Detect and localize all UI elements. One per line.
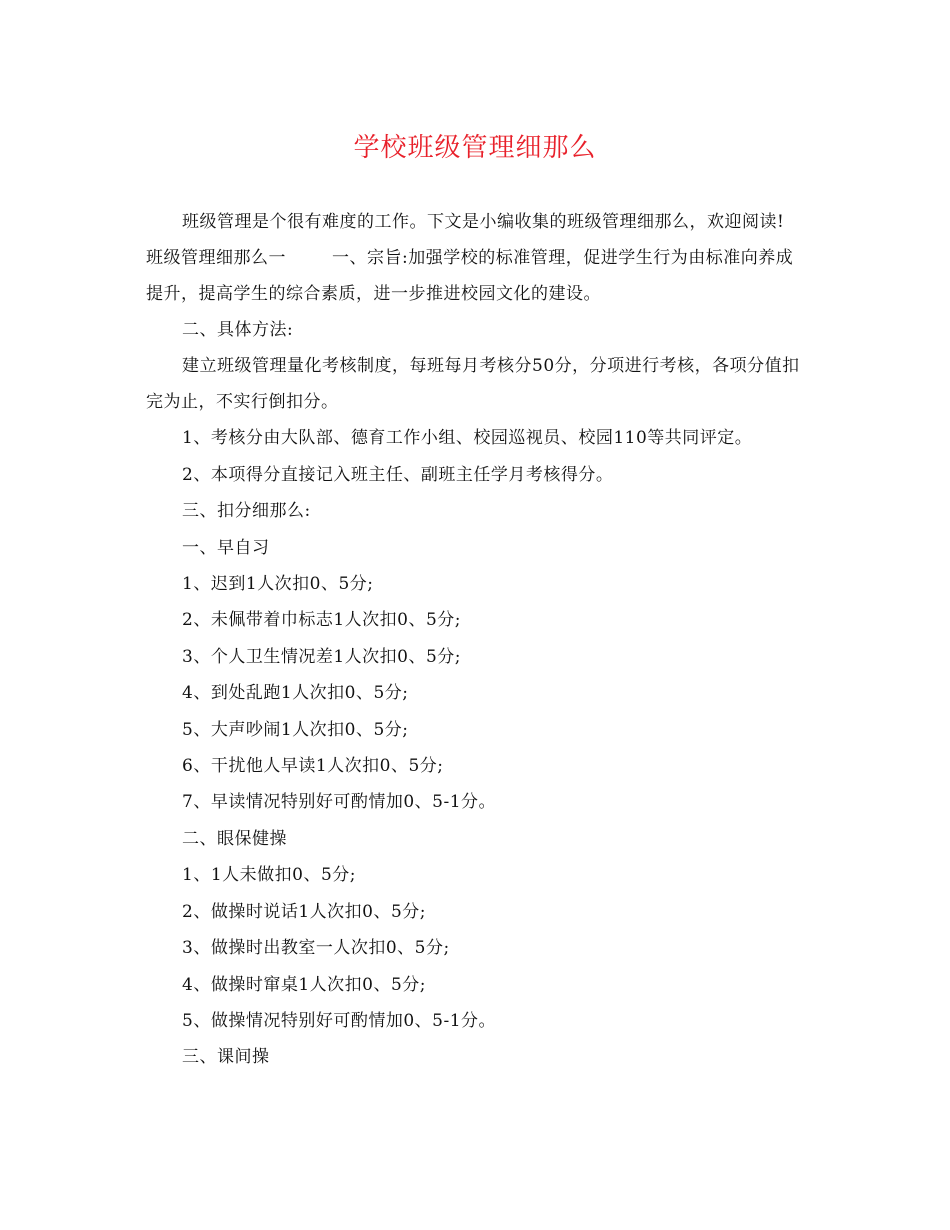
purpose-paragraph (146, 240, 806, 312)
method-item: 1、考核分由大队部、德育工作小组、校园巡视员、校园110等共同评定。 (182, 428, 753, 449)
method-paragraph: 建立班级管理量化考核制度，每班每月考核分50分，分项进行考核，各项分值扣完为止，不实行倒扣分。 (146, 356, 800, 413)
intro-paragraph: 班级管理是个很有难度的工作。下文是小编收集的班级管理细那么，欢迎阅读! (182, 212, 785, 232)
purpose-text: 一、宗旨:加强学校的标准管理，促进学生行为由标准向养成提升，提高学生的综合素质，进一步推进校园文化的建设。 (146, 248, 794, 304)
document-title: 学校班级管理细那么 (353, 133, 597, 163)
section-heading: 一、早自习 (182, 537, 270, 558)
method-heading: 二、具体方法: (182, 320, 294, 340)
document-body (146, 204, 806, 1076)
deduction-heading: 三、扣分细那么: (182, 501, 311, 522)
section-heading: 二、眼保健操 (182, 828, 287, 849)
list-item: 7、早读情况特别好可酌情加0、5-1分。 (182, 792, 497, 813)
list-item: 1、迟到1人次扣0、5分; (182, 574, 374, 595)
method-item: 2、本项得分直接记入班主任、副班主任学月考核得分。 (182, 464, 614, 485)
section-label: 班级管理细那么一 (146, 248, 286, 268)
list-item: 4、做操时窜桌1人次扣0、5分; (182, 974, 426, 995)
section-heading: 三、课间操 (182, 1047, 270, 1068)
list-item: 3、做操时出教室一人次扣0、5分; (182, 938, 450, 959)
list-item: 5、做操情况特别好可酌情加0、5-1分。 (182, 1010, 497, 1031)
list-item: 6、干扰他人早读1人次扣0、5分; (182, 756, 444, 777)
list-item: 3、个人卫生情况差1人次扣0、5分; (182, 646, 461, 667)
list-item: 2、做操时说话1人次扣0、5分; (182, 901, 426, 922)
list-item: 1、1人未做扣0、5分; (182, 865, 356, 886)
list-item: 5、大声吵闹1人次扣0、5分; (182, 719, 409, 740)
list-item: 2、未佩带着巾标志1人次扣0、5分; (182, 610, 461, 631)
list-item: 4、到处乱跑1人次扣0、5分; (182, 683, 409, 704)
